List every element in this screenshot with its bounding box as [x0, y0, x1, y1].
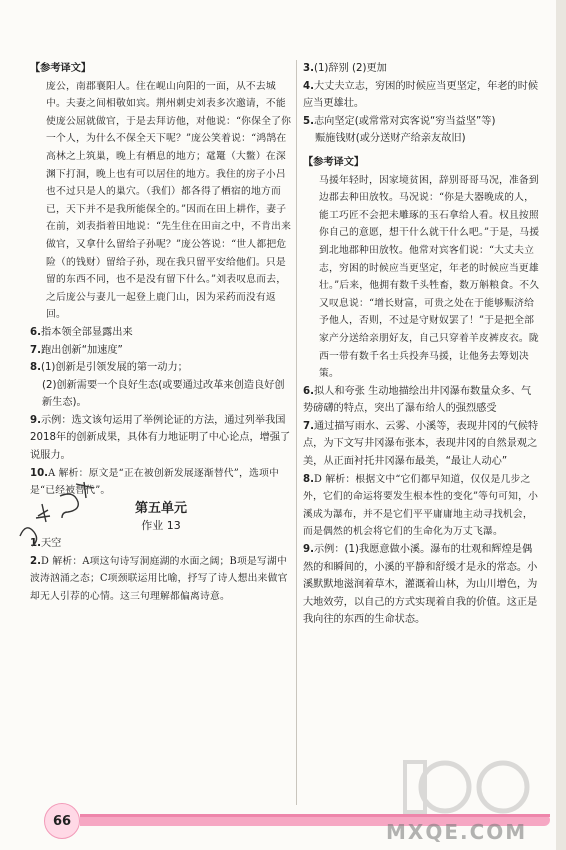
answer-text: 通过描写雨水、云雾、小溪等，表现井冈的气候特点，为下文写井冈瀑布张本，表现井冈的自然景观之美，从正面衬托井冈瀑布最美，“最让人动心”: [303, 420, 539, 468]
handwritten-note-scribble: [12, 476, 102, 566]
answer-text: (2)创新需要一个良好生态(或要通过改革来创造良好创新生态)。: [42, 379, 285, 409]
answer-text: 示例：(1)我愿意做小溪。瀑布的壮观和辉煌是偶然的和瞬间的，小溪的平静和舒缓才是永的常态。小溪默默地滋润着草木，灌溉着山林，为山川增色，为大地效劳，以自己的方式实现着自我的价值。这正是我向往的东西的生命状态。: [303, 544, 538, 626]
answer-number: 6.: [30, 326, 41, 338]
answer-item: [303, 60, 541, 78]
page-number: 66: [52, 813, 72, 829]
page-gutter-shadow: [556, 0, 566, 850]
answer-number: 5.: [303, 115, 314, 127]
answer-text: D 解析：根据文中“它们都早知道，仅仅是几步之外，它们的命运将要发生根本性的变化”等句可知，小溪成为瀑布，并不是它们平平庸庸地主动寻找机会，而是偶然的机会将它们的生命化为万丈飞瀑。: [303, 473, 539, 538]
right-column: [303, 60, 541, 629]
column-divider: [296, 60, 297, 805]
answer-item: [303, 383, 541, 418]
answer-text: 赈施钱财(或分送财产给亲友故旧): [315, 133, 466, 145]
answer-number: 9.: [30, 414, 41, 426]
answer-number: 6.: [303, 385, 314, 397]
answer-text: 拟人和夸张 生动地描绘出井冈瀑布数量众多、气势磅礴的特点，突出了瀑布给人的强烈感受: [303, 385, 532, 415]
answer-number: 3.: [303, 63, 314, 74]
answer-number: 10.: [30, 467, 49, 479]
answer-number: 8.: [303, 473, 314, 485]
watermark-text: MXQE.COM: [386, 820, 528, 844]
answer-number: 7.: [30, 344, 41, 356]
answer-item: [303, 418, 541, 471]
answer-number: 1.: [30, 538, 41, 550]
answer-item: [30, 324, 292, 342]
answer-text: D 解析：A项这句诗写洞庭湖的水面之阔；B项是写湖中波涛汹涌之态；C项颈联运用比喻，抒写了诗人想出来做官却无人引荐的心情。这三句理解都偏离诗意。: [30, 555, 288, 602]
answer-text: (1)辞别 (2)更加: [313, 63, 387, 74]
answer-item: [303, 471, 541, 541]
left-ref-heading: 【参考译文】: [30, 63, 92, 74]
answer-item: [30, 359, 292, 377]
answer-text: 志向坚定(或常常对宾客说“穷当益坚”等): [313, 115, 496, 127]
answer-item: [303, 78, 541, 113]
answer-text: 天空: [40, 538, 62, 550]
answer-item: [303, 113, 541, 131]
answer-item: [30, 342, 292, 360]
answer-text: 示例：选文该句运用了举例论证的方法，通过列举我国2018年的创新成果，具体有力地证明了中心论点，增强了说服力。: [30, 414, 291, 462]
page-number-badge: [44, 803, 80, 839]
answer-item: [30, 412, 292, 465]
right-ref-heading: 【参考译文】: [303, 156, 365, 168]
answer-text: 跑出创新“加速度”: [40, 344, 123, 356]
unit-title: 第五单元: [134, 500, 187, 516]
answer-text: 大丈夫立志，穷困的时候应当更坚定，年老的时候应当更雄壮。: [303, 80, 539, 110]
answer-number: 2.: [30, 555, 41, 567]
answer-item-continued: [30, 377, 292, 412]
answer-item-continued: [303, 130, 541, 148]
answer-number: 8.: [30, 362, 41, 374]
left-translation-text: 庞公，南郡襄阳人。住在岘山向阳的一面，从不去城中。夫妻之间相敬如宾。荆州刺史刘表多次邀请，不能使庞公屈就做官，于是去拜访他，对他说：“你保全了你一个人，为什么不保全天下呢？”庞公笑着说：“鸿鹄在高林之上筑巢，晚上有栖息的地方；鼋鼍（大鳖）在深渊下打洞，晚上也有可以居住的地方。我住的房子小吕也不过只是人的巢穴。（我们）都各得了栖宿的地方而已，天下并不是我所能保全的。”因而在田上耕作，妻子在前，刘表指着田地说：“先生住在田亩之中，不肯出来做官，又拿什么留给子孙呢？”庞公答说：“世人都把危险（的钱财）留给子孙，现在我只留平安给他们。只是留的东西不同，也不是没有留下什么。”刘表叹息而去，之后庞公与妻儿一起登上鹿门山，因为采药而没有返回。: [46, 80, 292, 321]
answer-text: (1)创新是引领发展的第一动力；: [40, 362, 188, 374]
answer-text: 指本领全部显露出来: [40, 326, 133, 338]
right-translation-text: 马援年轻时，因家境贫困，辞别哥哥马况，准备到边郡去种田放牧。马况说：“你是大器晚成的人，能工巧匠不会把未雕琢的玉石拿给人看。权且按照你自己的意愿，想干什么就干什么吧。”于是，马援到北地郡种田放牧。他常对宾客们说：“大丈夫立志，穷困的时候应当更坚定，年老的时候应当更雄壮。”后来，他拥有数千头牲畜，数万斛粮食。不久又叹息说：“增长财富，可贵之处在于能够赈济给予他人，否则，不过是守财奴罢了！”于是把全部家产分送给亲朋好友，自己只穿着羊皮裤皮衣。陇西一带有数千名士兵投奔马援，让他务去筹划决策。: [319, 174, 540, 380]
answer-number: 9.: [303, 544, 314, 556]
work-title: 作业 13: [141, 519, 181, 533]
answer-text: A 解析：原文是“正在被创新发展逐渐替代”，选项中是“已经被替代”。: [30, 467, 280, 497]
answer-number: 4.: [303, 80, 314, 92]
answer-item: [303, 541, 541, 629]
answer-number: 7.: [303, 420, 314, 432]
